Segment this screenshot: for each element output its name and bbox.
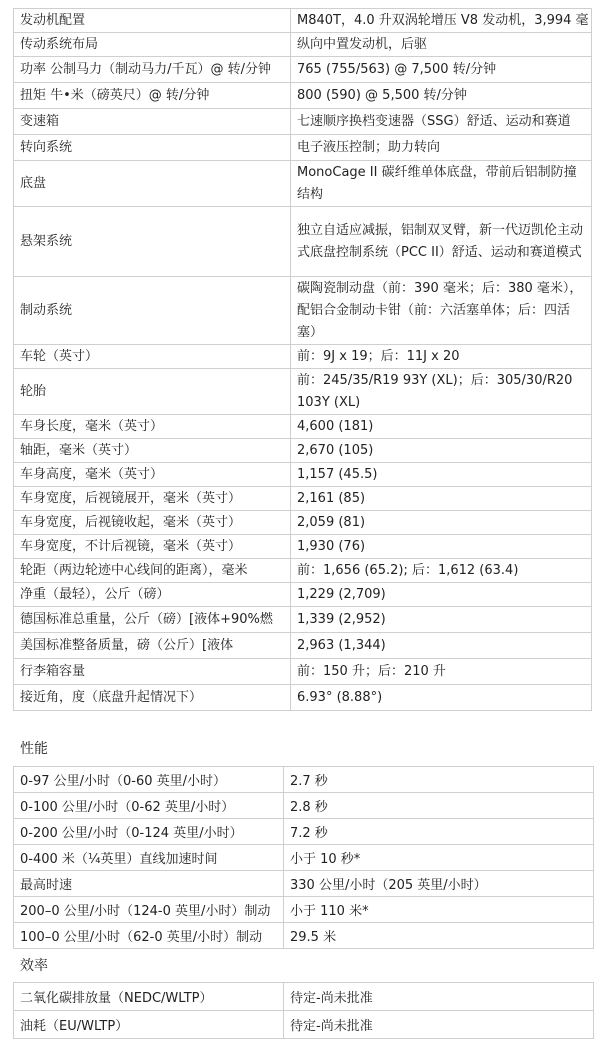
performance-value: 29.5 米 (284, 923, 594, 949)
spec-label: 车身长度，毫米（英寸） (14, 415, 291, 439)
table-row (14, 345, 592, 369)
spec-label: 传动系统布局 (14, 33, 291, 57)
table-row (14, 607, 592, 633)
table-row (14, 923, 594, 949)
spec-label: 扭矩 牛•米（磅英尺）@ 转/分钟 (14, 83, 291, 109)
performance-label: 最高时速 (14, 871, 284, 897)
spec-label: 悬架系统 (14, 207, 291, 277)
performance-label: 0-200 公里/小时（0-124 英里/小时） (14, 819, 284, 845)
efficiency-value: 待定-尚未批准 (284, 1011, 594, 1039)
spec-value: 765 (755/563) @ 7,500 转/分钟 (291, 57, 592, 83)
performance-label: 0-400 米（¼英里）直线加速时间 (14, 845, 284, 871)
spec-value: 前：9J x 19；后：11J x 20 (291, 345, 592, 369)
spec-label: 轴距，毫米（英寸） (14, 439, 291, 463)
performance-label: 0-97 公里/小时（0-60 英里/小时） (14, 767, 284, 793)
spec-label: 行李箱容量 (14, 659, 291, 685)
table-row (14, 83, 592, 109)
spec-value: MonoCage II 碳纤维单体底盘，带前后铝制防撞结构 (291, 161, 592, 207)
performance-label: 100–0 公里/小时（62-0 英里/小时）制动 (14, 923, 284, 949)
spec-value: 电子液压控制；助力转向 (291, 135, 592, 161)
efficiency-label: 油耗（EU/WLTP） (14, 1011, 284, 1039)
spec-label: 车身高度，毫米（英寸） (14, 463, 291, 487)
table-row (14, 583, 592, 607)
performance-table (13, 766, 594, 949)
spec-value: 4,600 (181) (291, 415, 592, 439)
table-row (14, 659, 592, 685)
table-row (14, 897, 594, 923)
spec-label: 功率 公制马力（制动马力/千瓦）@ 转/分钟 (14, 57, 291, 83)
spec-value: 1,339 (2,952) (291, 607, 592, 633)
spec-value: 1,229 (2,709) (291, 583, 592, 607)
table-row (14, 871, 594, 897)
spec-label: 底盘 (14, 161, 291, 207)
spec-label: 车身宽度，后视镜收起，毫米（英寸） (14, 511, 291, 535)
performance-value: 小于 10 秒* (284, 845, 594, 871)
spec-value: 2,161 (85) (291, 487, 592, 511)
table-row (14, 793, 594, 819)
performance-section-title: 性能 (20, 741, 48, 757)
spec-value: 前：245/35/R19 93Y (XL)；后：305/30/R20 103Y (XL) (291, 369, 592, 415)
table-row (14, 983, 594, 1011)
spec-label: 轮胎 (14, 369, 291, 415)
spec-value: 独立自适应减振，铝制双叉臂，新一代迈凯伦主动式底盘控制系统（PCC II）舒适、运动和赛道模式 (291, 207, 592, 277)
performance-value: 2.7 秒 (284, 767, 594, 793)
table-row (14, 33, 592, 57)
spec-value: 6.93° (8.88°) (291, 685, 592, 711)
table-row (14, 277, 592, 345)
table-row (14, 511, 592, 535)
table-row (14, 685, 592, 711)
table-row (14, 161, 592, 207)
table-row (14, 463, 592, 487)
spec-value: 2,670 (105) (291, 439, 592, 463)
performance-value: 2.8 秒 (284, 793, 594, 819)
table-row (14, 415, 592, 439)
specifications-table (13, 8, 592, 711)
spec-label: 美国标准整备质量，磅（公斤）[液体 (14, 633, 291, 659)
spec-label: 变速箱 (14, 109, 291, 135)
table-row (14, 559, 592, 583)
table-row (14, 487, 592, 511)
spec-value: M840T，4.0 升双涡轮增压 V8 发动机，3,994 毫 (291, 9, 592, 33)
performance-value: 小于 110 米* (284, 897, 594, 923)
spec-label: 净重（最轻），公斤（磅） (14, 583, 291, 607)
efficiency-label: 二氧化碳排放量（NEDC/WLTP） (14, 983, 284, 1011)
spec-value: 1,930 (76) (291, 535, 592, 559)
table-row (14, 57, 592, 83)
table-row (14, 633, 592, 659)
table-row (14, 207, 592, 277)
table-row (14, 819, 594, 845)
spec-label: 轮距（两边轮迹中心线间的距离），毫米 (14, 559, 291, 583)
spec-label: 德国标准总重量，公斤（磅）[液体+90%燃 (14, 607, 291, 633)
table-row (14, 439, 592, 463)
efficiency-value: 待定-尚未批准 (284, 983, 594, 1011)
spec-label: 车轮（英寸） (14, 345, 291, 369)
spec-label: 制动系统 (14, 277, 291, 345)
spec-value: 1,157 (45.5) (291, 463, 592, 487)
spec-value: 2,963 (1,344) (291, 633, 592, 659)
spec-value: 2,059 (81) (291, 511, 592, 535)
spec-value: 前：150 升；后：210 升 (291, 659, 592, 685)
spec-label: 车身宽度，不计后视镜，毫米（英寸） (14, 535, 291, 559)
performance-label: 0-100 公里/小时（0-62 英里/小时） (14, 793, 284, 819)
spec-value: 前：1,656 (65.2); 后：1,612 (63.4) (291, 559, 592, 583)
spec-value: 七速顺序换档变速器（SSG）舒适、运动和赛道 (291, 109, 592, 135)
spec-value: 800 (590) @ 5,500 转/分钟 (291, 83, 592, 109)
efficiency-section-title: 效率 (20, 958, 48, 974)
spec-label: 车身宽度，后视镜展开，毫米（英寸） (14, 487, 291, 511)
table-row (14, 369, 592, 415)
spec-value: 碳陶瓷制动盘（前：390 毫米；后：380 毫米），配铝合金制动卡钳（前：六活塞单体；后：四活塞） (291, 277, 592, 345)
table-row (14, 109, 592, 135)
spec-label: 发动机配置 (14, 9, 291, 33)
table-row (14, 9, 592, 33)
table-row (14, 535, 592, 559)
table-row (14, 845, 594, 871)
performance-label: 200–0 公里/小时（124-0 英里/小时）制动 (14, 897, 284, 923)
performance-value: 330 公里/小时（205 英里/小时） (284, 871, 594, 897)
table-row (14, 767, 594, 793)
table-row (14, 1011, 594, 1039)
spec-label: 接近角，度（底盘升起情况下） (14, 685, 291, 711)
performance-value: 7.2 秒 (284, 819, 594, 845)
spec-value: 纵向中置发动机，后驱 (291, 33, 592, 57)
table-row (14, 135, 592, 161)
spec-label: 转向系统 (14, 135, 291, 161)
efficiency-table (13, 982, 594, 1039)
